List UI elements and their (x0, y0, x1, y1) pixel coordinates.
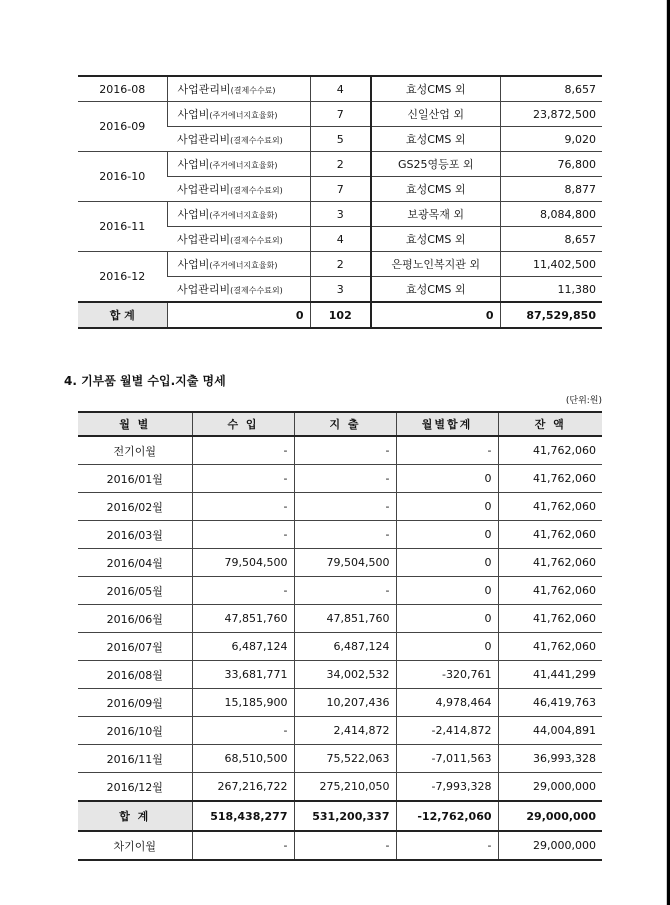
value-cell: 41,762,060 (498, 577, 602, 605)
column-header: 월별합계 (396, 412, 498, 436)
column-header: 지 출 (294, 412, 396, 436)
value-cell: 47,851,760 (192, 605, 294, 633)
value-cell: 2,414,872 (294, 717, 396, 745)
value-cell: 79,504,500 (294, 549, 396, 577)
month-label: 2016/08월 (78, 661, 192, 689)
category-cell (167, 227, 310, 252)
value-cell: - (396, 436, 498, 465)
table-row (78, 465, 602, 493)
carry-cell: - (396, 831, 498, 860)
value-cell: - (294, 577, 396, 605)
value-cell: 0 (396, 493, 498, 521)
value-cell: - (192, 577, 294, 605)
value-cell: 6,487,124 (192, 633, 294, 661)
value-cell: 0 (396, 633, 498, 661)
vendor-cell: GS25영등포 외 (371, 152, 500, 177)
value-cell: - (294, 465, 396, 493)
month-cell: 2016-08 (78, 76, 167, 102)
total-label: 합 계 (78, 302, 167, 328)
table-row (78, 252, 602, 277)
table-row (78, 745, 602, 773)
total-row (78, 302, 602, 328)
vendor-cell: 은평노인복지관 외 (371, 252, 500, 277)
value-cell: 41,762,060 (498, 465, 602, 493)
value-cell: 267,216,722 (192, 773, 294, 802)
category-cell (167, 277, 310, 303)
value-cell: -320,761 (396, 661, 498, 689)
value-cell: 29,000,000 (498, 773, 602, 802)
month-label: 2016/09월 (78, 689, 192, 717)
carry-label: 차기이월 (113, 839, 156, 853)
value-cell: 10,207,436 (294, 689, 396, 717)
value-cell: - (192, 436, 294, 465)
table-row (78, 493, 602, 521)
value-cell: 36,993,328 (498, 745, 602, 773)
month-label: 2016/12월 (78, 773, 192, 802)
expense-detail-table (78, 75, 602, 329)
count-cell: 2 (310, 252, 371, 277)
category-note: (결제수수료외) (230, 286, 283, 295)
carry-row (78, 831, 602, 860)
month-label: 2016/05월 (78, 577, 192, 605)
amount-cell: 11,380 (500, 277, 602, 303)
value-cell: 15,185,900 (192, 689, 294, 717)
table-row (78, 605, 602, 633)
value-cell: - (192, 493, 294, 521)
vendor-cell: 효성CMS 외 (371, 227, 500, 252)
value-cell: 34,002,532 (294, 661, 396, 689)
column-header: 잔 액 (498, 412, 602, 436)
month-label: 2016/07월 (78, 633, 192, 661)
category-note: (결제수수료외) (230, 186, 283, 195)
category-name: 사업비 (177, 208, 210, 221)
category-note: (주거에너지효율화) (209, 161, 278, 170)
vendor-cell: 효성CMS 외 (371, 277, 500, 303)
amount-cell: 23,872,500 (500, 102, 602, 127)
total-cell: 102 (310, 302, 371, 328)
value-cell: 41,762,060 (498, 521, 602, 549)
monthly-donation-table (78, 411, 602, 861)
amount-cell: 8,084,800 (500, 202, 602, 227)
table-row (78, 152, 602, 177)
month-cell: 2016-12 (78, 252, 167, 303)
value-cell: 41,441,299 (498, 661, 602, 689)
total-cell: 0 (167, 302, 310, 328)
amount-cell: 8,877 (500, 177, 602, 202)
value-cell: 41,762,060 (498, 549, 602, 577)
table-row (78, 577, 602, 605)
category-cell (167, 152, 310, 177)
category-note: (주거에너지효율화) (209, 211, 278, 220)
category-cell (167, 177, 310, 202)
value-cell: - (192, 717, 294, 745)
value-cell: 41,762,060 (498, 633, 602, 661)
value-cell: 4,978,464 (396, 689, 498, 717)
value-cell: - (192, 521, 294, 549)
month-cell: 2016-10 (78, 152, 167, 202)
vendor-cell: 효성CMS 외 (371, 177, 500, 202)
carry-cell: - (294, 831, 396, 860)
carry-cell: 29,000,000 (498, 831, 602, 860)
amount-cell: 8,657 (500, 227, 602, 252)
month-label: 전기이월 (78, 436, 192, 465)
category-note: (주거에너지효율화) (209, 261, 278, 270)
vendor-cell: 신일산업 외 (371, 102, 500, 127)
unit-label: (단위:원) (565, 396, 602, 406)
count-cell: 7 (310, 102, 371, 127)
category-name: 사업관리비 (177, 83, 231, 96)
value-cell: 44,004,891 (498, 717, 602, 745)
column-header: 수 입 (192, 412, 294, 436)
value-cell: 0 (396, 577, 498, 605)
month-label: 2016/06월 (78, 605, 192, 633)
month-cell: 2016-09 (78, 102, 167, 152)
table-row (78, 76, 602, 102)
value-cell: 41,762,060 (498, 493, 602, 521)
value-cell: -7,993,328 (396, 773, 498, 802)
value-cell: 33,681,771 (192, 661, 294, 689)
total-cell: 0 (371, 302, 500, 328)
sum-label: 합 계 (78, 801, 192, 831)
category-name: 사업관리비 (177, 283, 231, 296)
count-cell: 3 (310, 202, 371, 227)
value-cell: -2,414,872 (396, 717, 498, 745)
table-row (78, 633, 602, 661)
value-cell: 0 (396, 605, 498, 633)
count-cell: 5 (310, 127, 371, 152)
sum-cell: 531,200,337 (294, 801, 396, 831)
count-cell: 7 (310, 177, 371, 202)
month-label: 2016/02월 (78, 493, 192, 521)
category-note: (주거에너지효율화) (209, 111, 278, 120)
category-note: (결제수수료외) (230, 136, 283, 145)
value-cell: - (294, 436, 396, 465)
category-cell (167, 102, 310, 127)
table-row (78, 521, 602, 549)
category-cell (167, 252, 310, 277)
sum-cell: 518,438,277 (192, 801, 294, 831)
category-name: 사업관리비 (177, 233, 231, 246)
month-label: 2016/01월 (78, 465, 192, 493)
sum-cell: 29,000,000 (498, 801, 602, 831)
carry-cell: - (192, 831, 294, 860)
table-row (78, 717, 602, 745)
table-row (78, 549, 602, 577)
count-cell: 4 (310, 76, 371, 102)
amount-cell: 8,657 (500, 76, 602, 102)
table-row (78, 661, 602, 689)
table-row (78, 202, 602, 227)
value-cell: 46,419,763 (498, 689, 602, 717)
table-row (78, 436, 602, 465)
value-cell: 41,762,060 (498, 605, 602, 633)
count-cell: 2 (310, 152, 371, 177)
category-name: 사업비 (177, 108, 210, 121)
sum-row (78, 801, 602, 831)
category-cell (167, 127, 310, 152)
table-row (78, 102, 602, 127)
value-cell: 79,504,500 (192, 549, 294, 577)
value-cell: 75,522,063 (294, 745, 396, 773)
table-row (78, 689, 602, 717)
value-cell: -7,011,563 (396, 745, 498, 773)
month-label: 2016/11월 (78, 745, 192, 773)
category-cell (167, 76, 310, 102)
value-cell: - (294, 493, 396, 521)
category-name: 사업비 (177, 258, 210, 271)
category-name: 사업비 (177, 158, 210, 171)
value-cell: 47,851,760 (294, 605, 396, 633)
category-cell (167, 202, 310, 227)
value-cell: 275,210,050 (294, 773, 396, 802)
sum-cell: -12,762,060 (396, 801, 498, 831)
value-cell: 6,487,124 (294, 633, 396, 661)
amount-cell: 11,402,500 (500, 252, 602, 277)
value-cell: 41,762,060 (498, 436, 602, 465)
value-cell: 68,510,500 (192, 745, 294, 773)
value-cell: 0 (396, 521, 498, 549)
category-name: 사업관리비 (177, 133, 231, 146)
section-title: 4. 기부품 월별 수입.지출 명세 (64, 374, 226, 388)
table-row (78, 773, 602, 802)
category-note: (결제수수료) (230, 86, 276, 95)
vendor-cell: 보광목재 외 (371, 202, 500, 227)
month-label: 2016/10월 (78, 717, 192, 745)
category-note: (결제수수료외) (230, 236, 283, 245)
total-cell: 87,529,850 (500, 302, 602, 328)
vendor-cell: 효성CMS 외 (371, 127, 500, 152)
vendor-cell: 효성CMS 외 (371, 76, 500, 102)
amount-cell: 76,800 (500, 152, 602, 177)
value-cell: 0 (396, 549, 498, 577)
column-header: 월 별 (78, 412, 192, 436)
count-cell: 3 (310, 277, 371, 303)
category-name: 사업관리비 (177, 183, 231, 196)
month-label: 2016/04월 (78, 549, 192, 577)
value-cell: - (192, 465, 294, 493)
count-cell: 4 (310, 227, 371, 252)
value-cell: - (294, 521, 396, 549)
month-cell: 2016-11 (78, 202, 167, 252)
amount-cell: 9,020 (500, 127, 602, 152)
month-label: 2016/03월 (78, 521, 192, 549)
value-cell: 0 (396, 465, 498, 493)
